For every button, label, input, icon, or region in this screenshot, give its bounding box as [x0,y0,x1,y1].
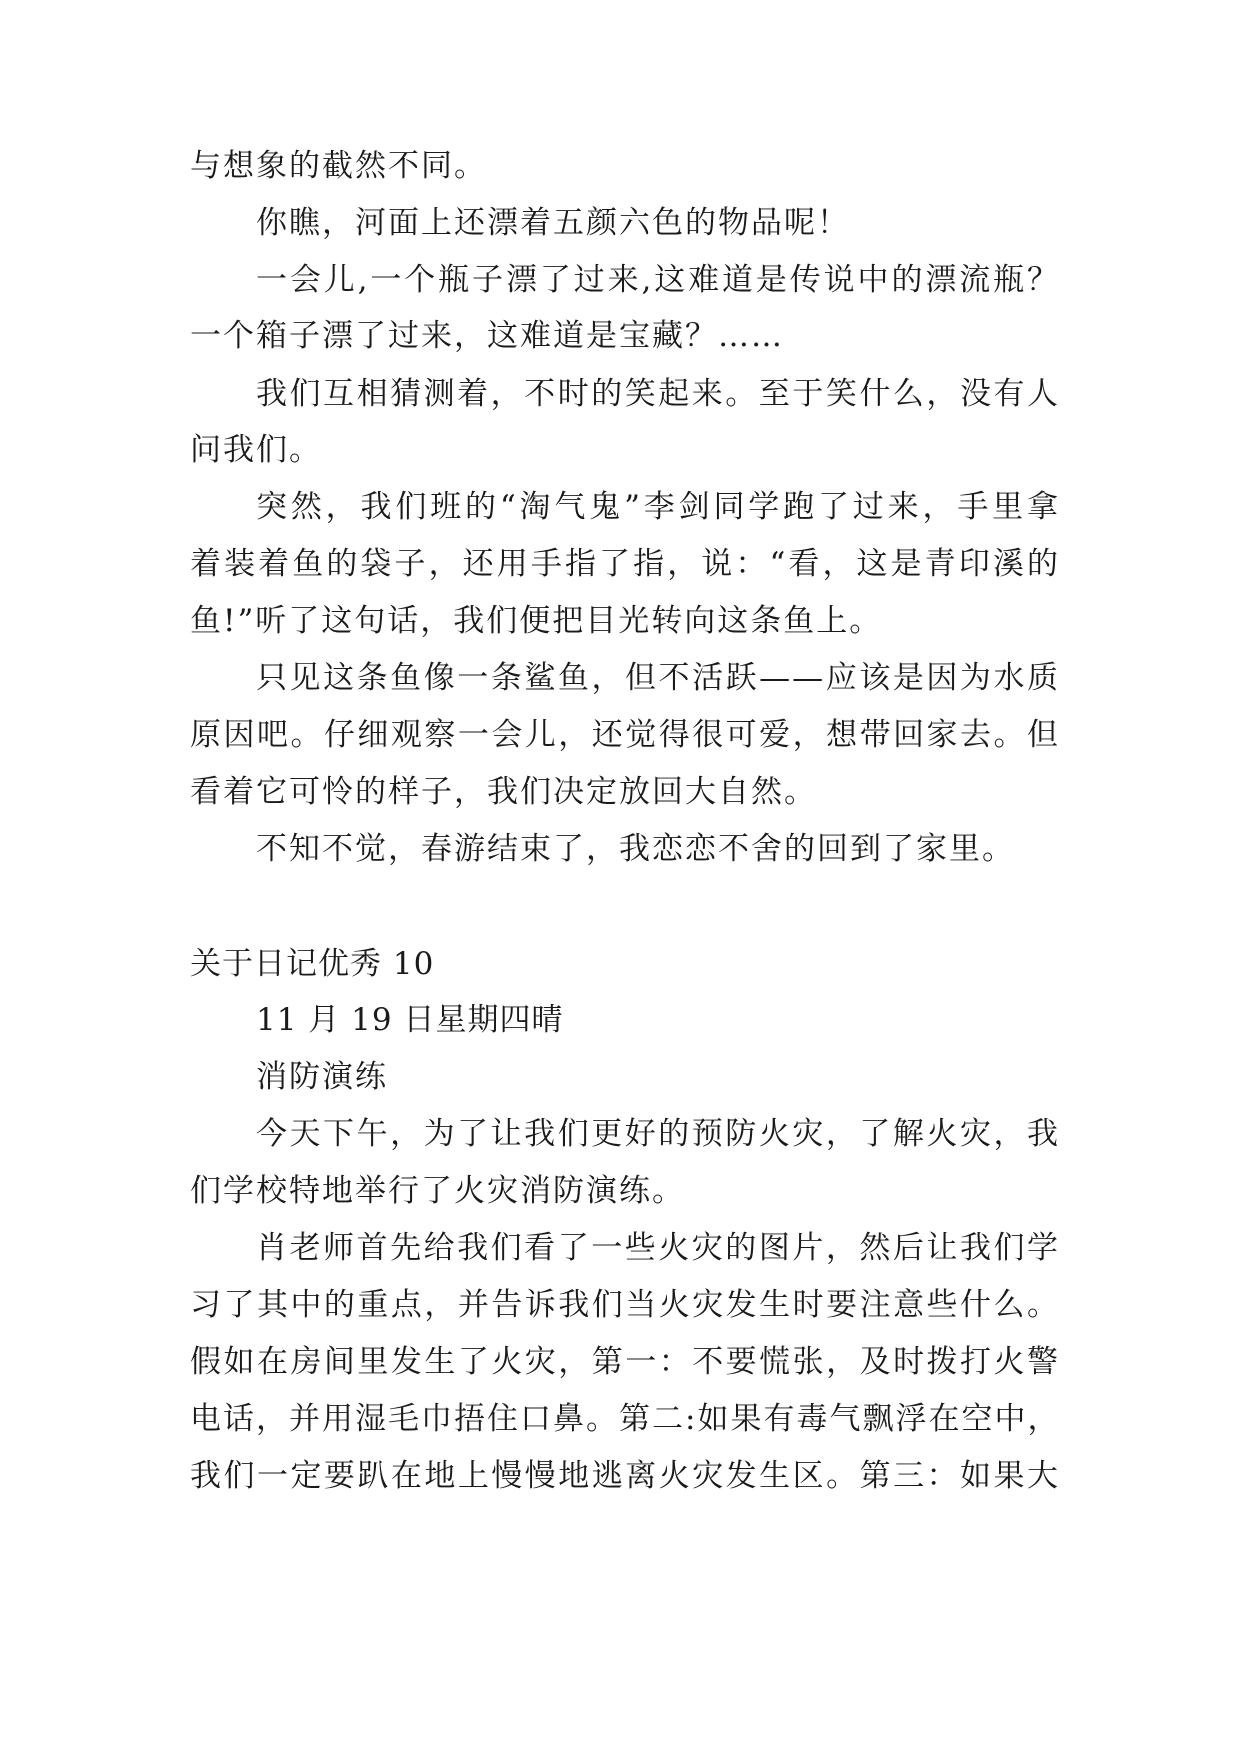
paragraph-line: 原因吧。仔细观察一会儿，还觉得很可爱，想带回家去。但 [190,717,1060,753]
paragraph-line: 一会儿,一个瓶子漂了过来,这难道是传说中的漂流瓶？ [256,262,1060,298]
paragraph-line: 不知不觉，春游结束了，我恋恋不舍的回到了家里。 [256,831,1015,867]
paragraph-line: 电话，并用湿毛巾捂住口鼻。第二:如果有毒气飘浮在空中， [190,1401,1061,1437]
paragraph-line: 肖老师首先给我们看了一些火灾的图片，然后让我们学 [256,1230,1060,1266]
diary-date: 11 月 19 日星期四晴 [256,1002,564,1038]
paragraph-line: 我们一定要趴在地上慢慢地逃离火灾发生区。第三：如果大 [190,1458,1060,1494]
paragraph-line: 假如在房间里发生了火灾，第一：不要慌张，及时拨打火警 [190,1344,1060,1380]
paragraph-line: 问我们。 [190,432,322,468]
paragraph-line: 突然，我们班的“淘气鬼”李剑同学跑了过来，手里拿 [256,489,1060,525]
paragraph-line: 今天下午，为了让我们更好的预防火灾，了解火灾，我 [256,1116,1060,1152]
paragraph-line: 你瞧，河面上还漂着五颜六色的物品呢！ [256,205,850,241]
paragraph-line: 一个箱子漂了过来，这难道是宝藏？…… [190,318,784,354]
paragraph-line: 习了其中的重点，并告诉我们当火灾发生时要注意些什么。 [190,1287,1060,1323]
paragraph-line: 鱼!”听了这句话，我们便把目光转向这条鱼上。 [190,603,883,639]
section-heading: 关于日记优秀 10 [190,946,435,982]
paragraph-line: 们学校特地举行了火灾消防演练。 [190,1173,685,1209]
paragraph-line: 与想象的截然不同。 [190,148,487,184]
paragraph-line: 着装着鱼的袋子，还用手指了指，说：“看，这是青印溪的 [190,546,1060,582]
paragraph-line: 只见这条鱼像一条鲨鱼，但不活跃——应该是因为水质 [256,660,1060,696]
paragraph-line: 我们互相猜测着，不时的笑起来。至于笑什么，没有人 [256,376,1060,412]
diary-title: 消防演练 [256,1059,388,1095]
paragraph-line: 看着它可怜的样子，我们决定放回大自然。 [190,774,817,810]
